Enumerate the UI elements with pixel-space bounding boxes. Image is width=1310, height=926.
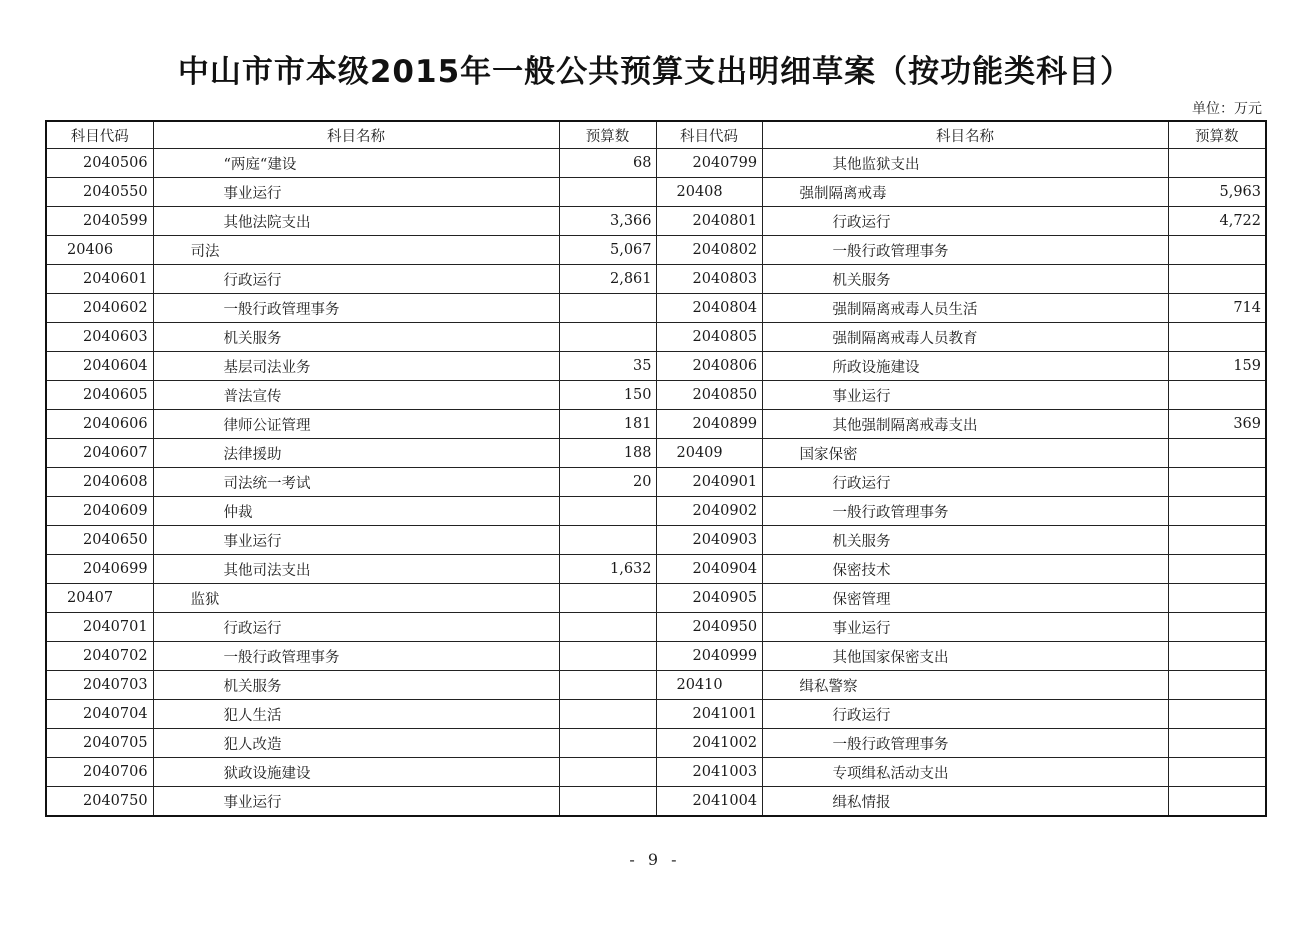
left-amount-cell — [559, 294, 656, 323]
right-name-cell: 保密技术 — [762, 555, 1168, 584]
right-name-cell: 所政设施建设 — [762, 352, 1168, 381]
right-code-cell: 2040904 — [656, 555, 762, 584]
left-code-cell: 2040703 — [46, 671, 153, 700]
right-amount-cell — [1168, 236, 1266, 265]
header-right-name: 科目名称 — [762, 121, 1168, 149]
right-amount-cell — [1168, 149, 1266, 178]
right-code-cell: 2040802 — [656, 236, 762, 265]
right-name-cell: 行政运行 — [762, 468, 1168, 497]
header-left-code: 科目代码 — [46, 121, 153, 149]
left-name-cell: 司法 — [153, 236, 559, 265]
right-amount-cell — [1168, 468, 1266, 497]
left-amount-cell — [559, 497, 656, 526]
right-amount-cell: 4,722 — [1168, 207, 1266, 236]
right-amount-cell: 159 — [1168, 352, 1266, 381]
table-row — [46, 294, 1266, 323]
right-name-cell: 强制隔离戒毒人员教育 — [762, 323, 1168, 352]
table-row — [46, 381, 1266, 410]
left-name-cell: 其他司法支出 — [153, 555, 559, 584]
left-code-cell: 2040609 — [46, 497, 153, 526]
left-name-cell: 事业运行 — [153, 178, 559, 207]
right-amount-cell — [1168, 265, 1266, 294]
left-code-cell: 20407 — [46, 584, 153, 613]
table-row — [46, 352, 1266, 381]
table-row — [46, 526, 1266, 555]
left-name-cell: 行政运行 — [153, 613, 559, 642]
right-code-cell: 20408 — [656, 178, 762, 207]
right-name-cell: 国家保密 — [762, 439, 1168, 468]
right-code-cell: 20410 — [656, 671, 762, 700]
right-name-cell: 其他国家保密支出 — [762, 642, 1168, 671]
left-amount-cell — [559, 642, 656, 671]
table-row — [46, 787, 1266, 817]
table-row — [46, 149, 1266, 178]
header-left-amount: 预算数 — [559, 121, 656, 149]
left-amount-cell: 150 — [559, 381, 656, 410]
table-row — [46, 207, 1266, 236]
table-row — [46, 758, 1266, 787]
left-amount-cell: 181 — [559, 410, 656, 439]
right-amount-cell: 5,963 — [1168, 178, 1266, 207]
right-name-cell: 缉私警察 — [762, 671, 1168, 700]
right-code-cell: 2040806 — [656, 352, 762, 381]
left-code-cell: 20406 — [46, 236, 153, 265]
right-code-cell: 2040805 — [656, 323, 762, 352]
unit-label: 单位：万元 — [1192, 101, 1262, 117]
table-row — [46, 323, 1266, 352]
right-name-cell: 机关服务 — [762, 526, 1168, 555]
header-left-name: 科目名称 — [153, 121, 559, 149]
left-code-cell: 2040506 — [46, 149, 153, 178]
right-amount-cell — [1168, 497, 1266, 526]
right-amount-cell — [1168, 758, 1266, 787]
right-code-cell: 2041004 — [656, 787, 762, 817]
left-code-cell: 2040604 — [46, 352, 153, 381]
right-code-cell: 20409 — [656, 439, 762, 468]
right-code-cell: 2040803 — [656, 265, 762, 294]
left-code-cell: 2040706 — [46, 758, 153, 787]
right-code-cell: 2041002 — [656, 729, 762, 758]
table-row — [46, 236, 1266, 265]
header-right-amount: 预算数 — [1168, 121, 1266, 149]
right-amount-cell — [1168, 381, 1266, 410]
right-amount-cell — [1168, 729, 1266, 758]
left-name-cell: 犯人改造 — [153, 729, 559, 758]
header-right-code: 科目代码 — [656, 121, 762, 149]
left-code-cell: 2040701 — [46, 613, 153, 642]
left-amount-cell — [559, 178, 656, 207]
left-name-cell: 仲裁 — [153, 497, 559, 526]
right-code-cell: 2040905 — [656, 584, 762, 613]
left-code-cell: 2040605 — [46, 381, 153, 410]
right-name-cell: 强制隔离戒毒 — [762, 178, 1168, 207]
page-number: - 9 - — [629, 850, 681, 869]
left-amount-cell — [559, 671, 656, 700]
left-code-cell: 2040608 — [46, 468, 153, 497]
left-name-cell: 律师公证管理 — [153, 410, 559, 439]
right-name-cell: 缉私情报 — [762, 787, 1168, 817]
left-name-cell: 狱政设施建设 — [153, 758, 559, 787]
right-amount-cell — [1168, 323, 1266, 352]
right-amount-cell — [1168, 439, 1266, 468]
left-amount-cell — [559, 729, 656, 758]
right-name-cell: 一般行政管理事务 — [762, 729, 1168, 758]
left-name-cell: 一般行政管理事务 — [153, 642, 559, 671]
left-name-cell: 普法宣传 — [153, 381, 559, 410]
page-title: 中山市市本级2015年一般公共预算支出明细草案（按功能类科目） — [177, 54, 1133, 90]
budget-table — [45, 120, 1267, 817]
right-name-cell: 机关服务 — [762, 265, 1168, 294]
right-code-cell: 2040901 — [656, 468, 762, 497]
right-amount-cell — [1168, 613, 1266, 642]
left-name-cell: 其他法院支出 — [153, 207, 559, 236]
left-code-cell: 2040602 — [46, 294, 153, 323]
left-name-cell: 监狱 — [153, 584, 559, 613]
left-amount-cell: 1,632 — [559, 555, 656, 584]
right-amount-cell: 714 — [1168, 294, 1266, 323]
left-code-cell: 2040699 — [46, 555, 153, 584]
table-body — [46, 149, 1266, 817]
left-code-cell: 2040599 — [46, 207, 153, 236]
left-code-cell: 2040704 — [46, 700, 153, 729]
right-name-cell: 专项缉私活动支出 — [762, 758, 1168, 787]
left-name-cell: 机关服务 — [153, 323, 559, 352]
left-code-cell: 2040603 — [46, 323, 153, 352]
table-row — [46, 671, 1266, 700]
right-name-cell: 其他监狱支出 — [762, 149, 1168, 178]
right-code-cell: 2041001 — [656, 700, 762, 729]
left-code-cell: 2040550 — [46, 178, 153, 207]
table-row — [46, 700, 1266, 729]
table-row — [46, 584, 1266, 613]
left-name-cell: 一般行政管理事务 — [153, 294, 559, 323]
table-header-row — [46, 121, 1266, 149]
right-amount-cell: 369 — [1168, 410, 1266, 439]
right-code-cell: 2040902 — [656, 497, 762, 526]
right-code-cell: 2040850 — [656, 381, 762, 410]
table-row — [46, 439, 1266, 468]
left-code-cell: 2040650 — [46, 526, 153, 555]
left-name-cell: 事业运行 — [153, 787, 559, 817]
right-amount-cell — [1168, 642, 1266, 671]
right-code-cell: 2040804 — [656, 294, 762, 323]
left-amount-cell — [559, 584, 656, 613]
right-name-cell: 其他强制隔离戒毒支出 — [762, 410, 1168, 439]
table-row — [46, 410, 1266, 439]
table-row — [46, 468, 1266, 497]
left-name-cell: 机关服务 — [153, 671, 559, 700]
right-code-cell: 2040999 — [656, 642, 762, 671]
left-amount-cell — [559, 613, 656, 642]
right-code-cell: 2040903 — [656, 526, 762, 555]
left-code-cell: 2040607 — [46, 439, 153, 468]
left-amount-cell — [559, 323, 656, 352]
left-name-cell: 基层司法业务 — [153, 352, 559, 381]
left-amount-cell: 188 — [559, 439, 656, 468]
right-code-cell: 2040801 — [656, 207, 762, 236]
left-amount-cell — [559, 700, 656, 729]
right-code-cell: 2041003 — [656, 758, 762, 787]
right-code-cell: 2040799 — [656, 149, 762, 178]
right-code-cell: 2040899 — [656, 410, 762, 439]
right-amount-cell — [1168, 787, 1266, 817]
left-amount-cell — [559, 526, 656, 555]
left-name-cell: 犯人生活 — [153, 700, 559, 729]
left-name-cell: 司法统一考试 — [153, 468, 559, 497]
left-code-cell: 2040702 — [46, 642, 153, 671]
table-row — [46, 642, 1266, 671]
right-amount-cell — [1168, 671, 1266, 700]
table-row — [46, 555, 1266, 584]
left-amount-cell: 5,067 — [559, 236, 656, 265]
left-name-cell: “两庭“建设 — [153, 149, 559, 178]
left-amount-cell — [559, 787, 656, 817]
left-code-cell: 2040750 — [46, 787, 153, 817]
left-amount-cell: 2,861 — [559, 265, 656, 294]
left-name-cell: 事业运行 — [153, 526, 559, 555]
left-amount-cell: 68 — [559, 149, 656, 178]
left-amount-cell — [559, 758, 656, 787]
table-row — [46, 729, 1266, 758]
table-row — [46, 613, 1266, 642]
left-amount-cell: 35 — [559, 352, 656, 381]
right-name-cell: 行政运行 — [762, 207, 1168, 236]
right-name-cell: 事业运行 — [762, 381, 1168, 410]
table-row — [46, 265, 1266, 294]
right-name-cell: 事业运行 — [762, 613, 1168, 642]
right-name-cell: 行政运行 — [762, 700, 1168, 729]
right-amount-cell — [1168, 584, 1266, 613]
left-code-cell: 2040705 — [46, 729, 153, 758]
right-amount-cell — [1168, 700, 1266, 729]
right-code-cell: 2040950 — [656, 613, 762, 642]
right-name-cell: 一般行政管理事务 — [762, 236, 1168, 265]
left-name-cell: 法律援助 — [153, 439, 559, 468]
left-amount-cell: 3,366 — [559, 207, 656, 236]
right-name-cell: 保密管理 — [762, 584, 1168, 613]
right-amount-cell — [1168, 555, 1266, 584]
left-code-cell: 2040606 — [46, 410, 153, 439]
right-name-cell: 强制隔离戒毒人员生活 — [762, 294, 1168, 323]
table-row — [46, 497, 1266, 526]
left-name-cell: 行政运行 — [153, 265, 559, 294]
right-amount-cell — [1168, 526, 1266, 555]
table-row — [46, 178, 1266, 207]
right-name-cell: 一般行政管理事务 — [762, 497, 1168, 526]
left-code-cell: 2040601 — [46, 265, 153, 294]
left-amount-cell: 20 — [559, 468, 656, 497]
